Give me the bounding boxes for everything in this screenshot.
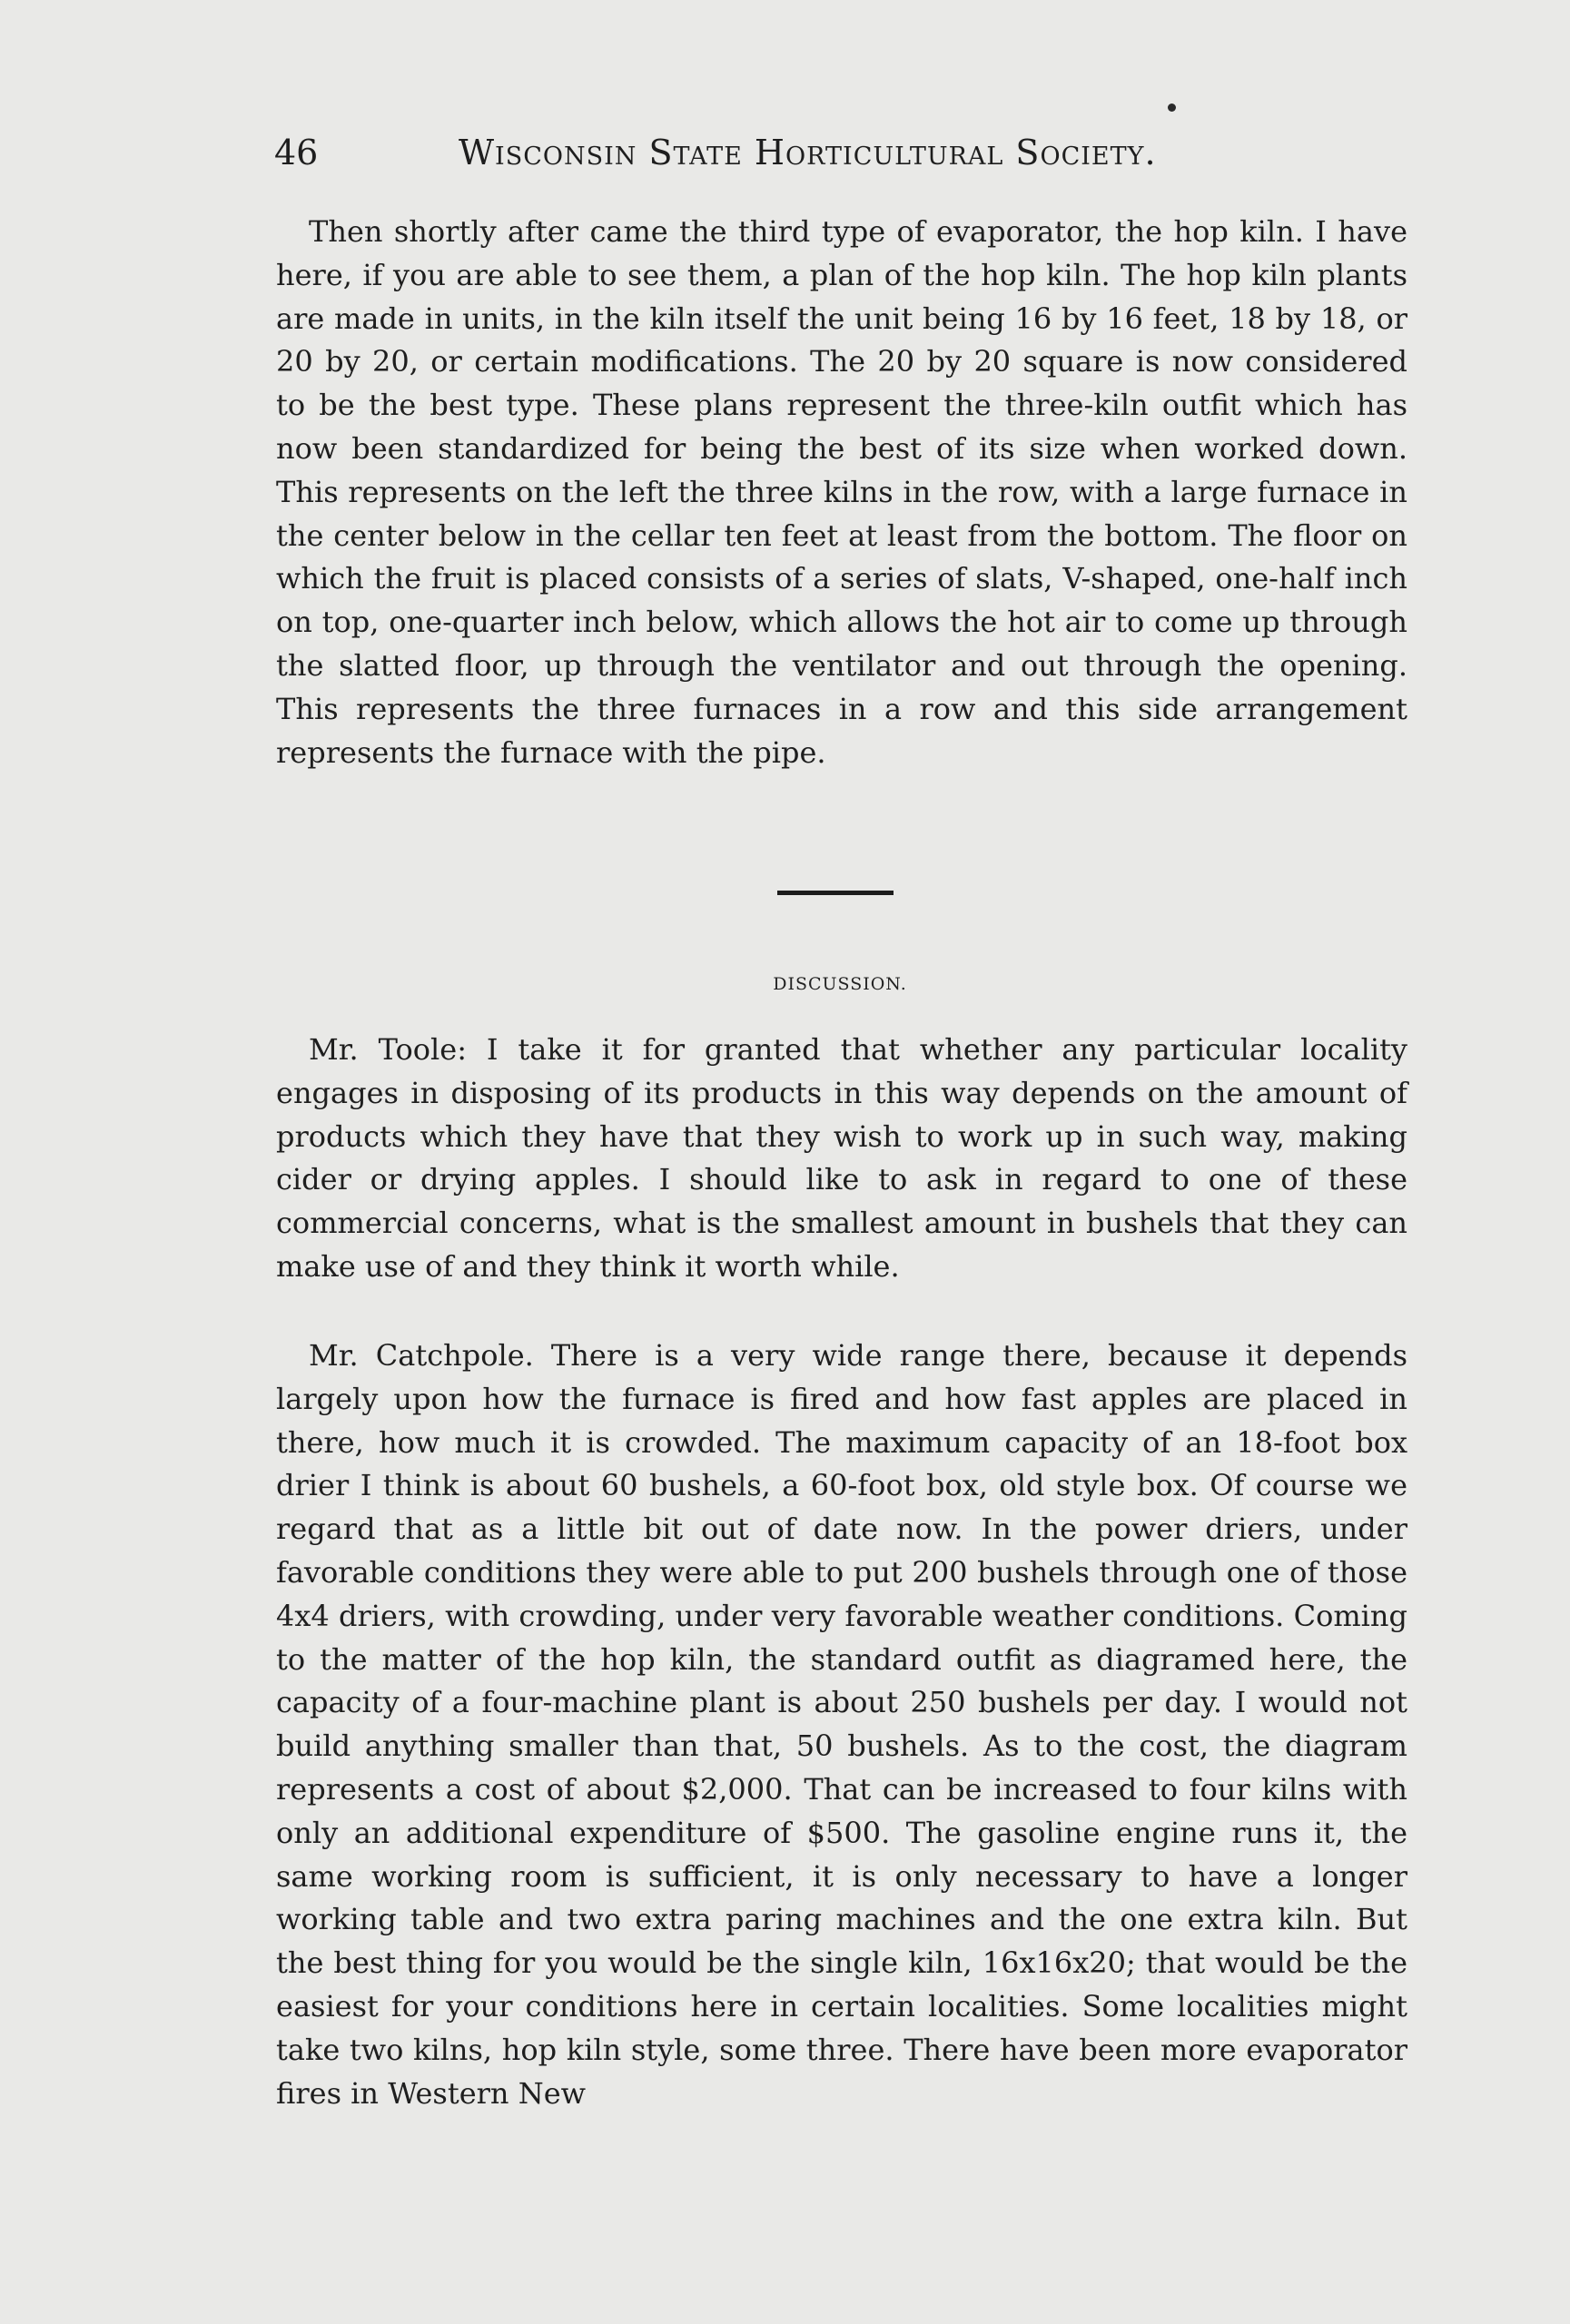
section-divider-rule	[777, 891, 894, 895]
discussion-heading: DISCUSSION.	[773, 974, 907, 994]
page-number: 46	[274, 133, 319, 172]
body-paragraph: Then shortly after came the third type of evaporator, the hop kiln. I have here, if you are able to see them, a plan of the hop kiln. The hop kiln plants are made in units, in the kiln itself the unit being 16 by 16 feet, 18 by 18, or 20 by 20, or certain modifications. The 20 by 20 square is now considered to be the best type. These plans represent the three-kiln outfit which has now been standardized for being the best of its size when worked down. This represents on the left the three kilns in the row, with a large furnace in the center below in the cellar ten feet at least from the bottom. The floor on which the fruit is placed consists of a series of slats, V-shaped, one-half inch on top, one-quarter inch below, which allows the hot air to come up through the slatted floor, up through the ventilator and out through the opening. This represents the three furnaces in a row and this side arrangement represents the furnace with the pipe.	[276, 214, 1407, 770]
discussion-paragraph-toole: Mr. Toole: I take it for granted that whether any particular locality engages in disposing of its products in this way depends on the amount of products which they have that they wish to work up in such way, making cider or drying apples. I should like to ask in regard to one of these commercial concerns, what is the smallest amount in bushels that they can make use of and they think it worth while.	[276, 1032, 1407, 1284]
running-head: Wisconsin State Horticultural Society.	[459, 133, 1157, 172]
page-header	[272, 125, 1235, 180]
discussion-paragraph-catchpole: Mr. Catchpole. There is a very wide range there, because it depends largely upon how the furnace is fired and how fast apples are placed in there, how much it is crowded. The maximum capacity of an 18-foot box drier I think is about 60 bushels, a 60-foot box, old style box. Of course we regard that as a little bit out of date now. In the power driers, under favorable conditions they were able to put 200 bushels through one of those 4x4 driers, with crowding, under very favorable weather conditions. Coming to the matter of the hop kiln, the standard outfit as diagramed here, the capacity of a four-machine plant is about 250 bushels per day. I would not build anything smaller than that, 50 bushels. As to the cost, the diagram represents a cost of about $2,000. That can be increased to four kilns with only an additional expenditure of $500. The gasoline engine runs it, the same working room is sufficient, it is only necessary to have a longer working table and two extra paring machines and the one extra kiln. But the best thing for you would be the single kiln, 16x16x20; that would be the easiest for your conditions here in certain localities. Some localities might take two kilns, hop kiln style, some three. There have been more evaporator fires in Western New	[276, 1338, 1407, 2111]
ink-dot-mark	[1168, 103, 1176, 112]
